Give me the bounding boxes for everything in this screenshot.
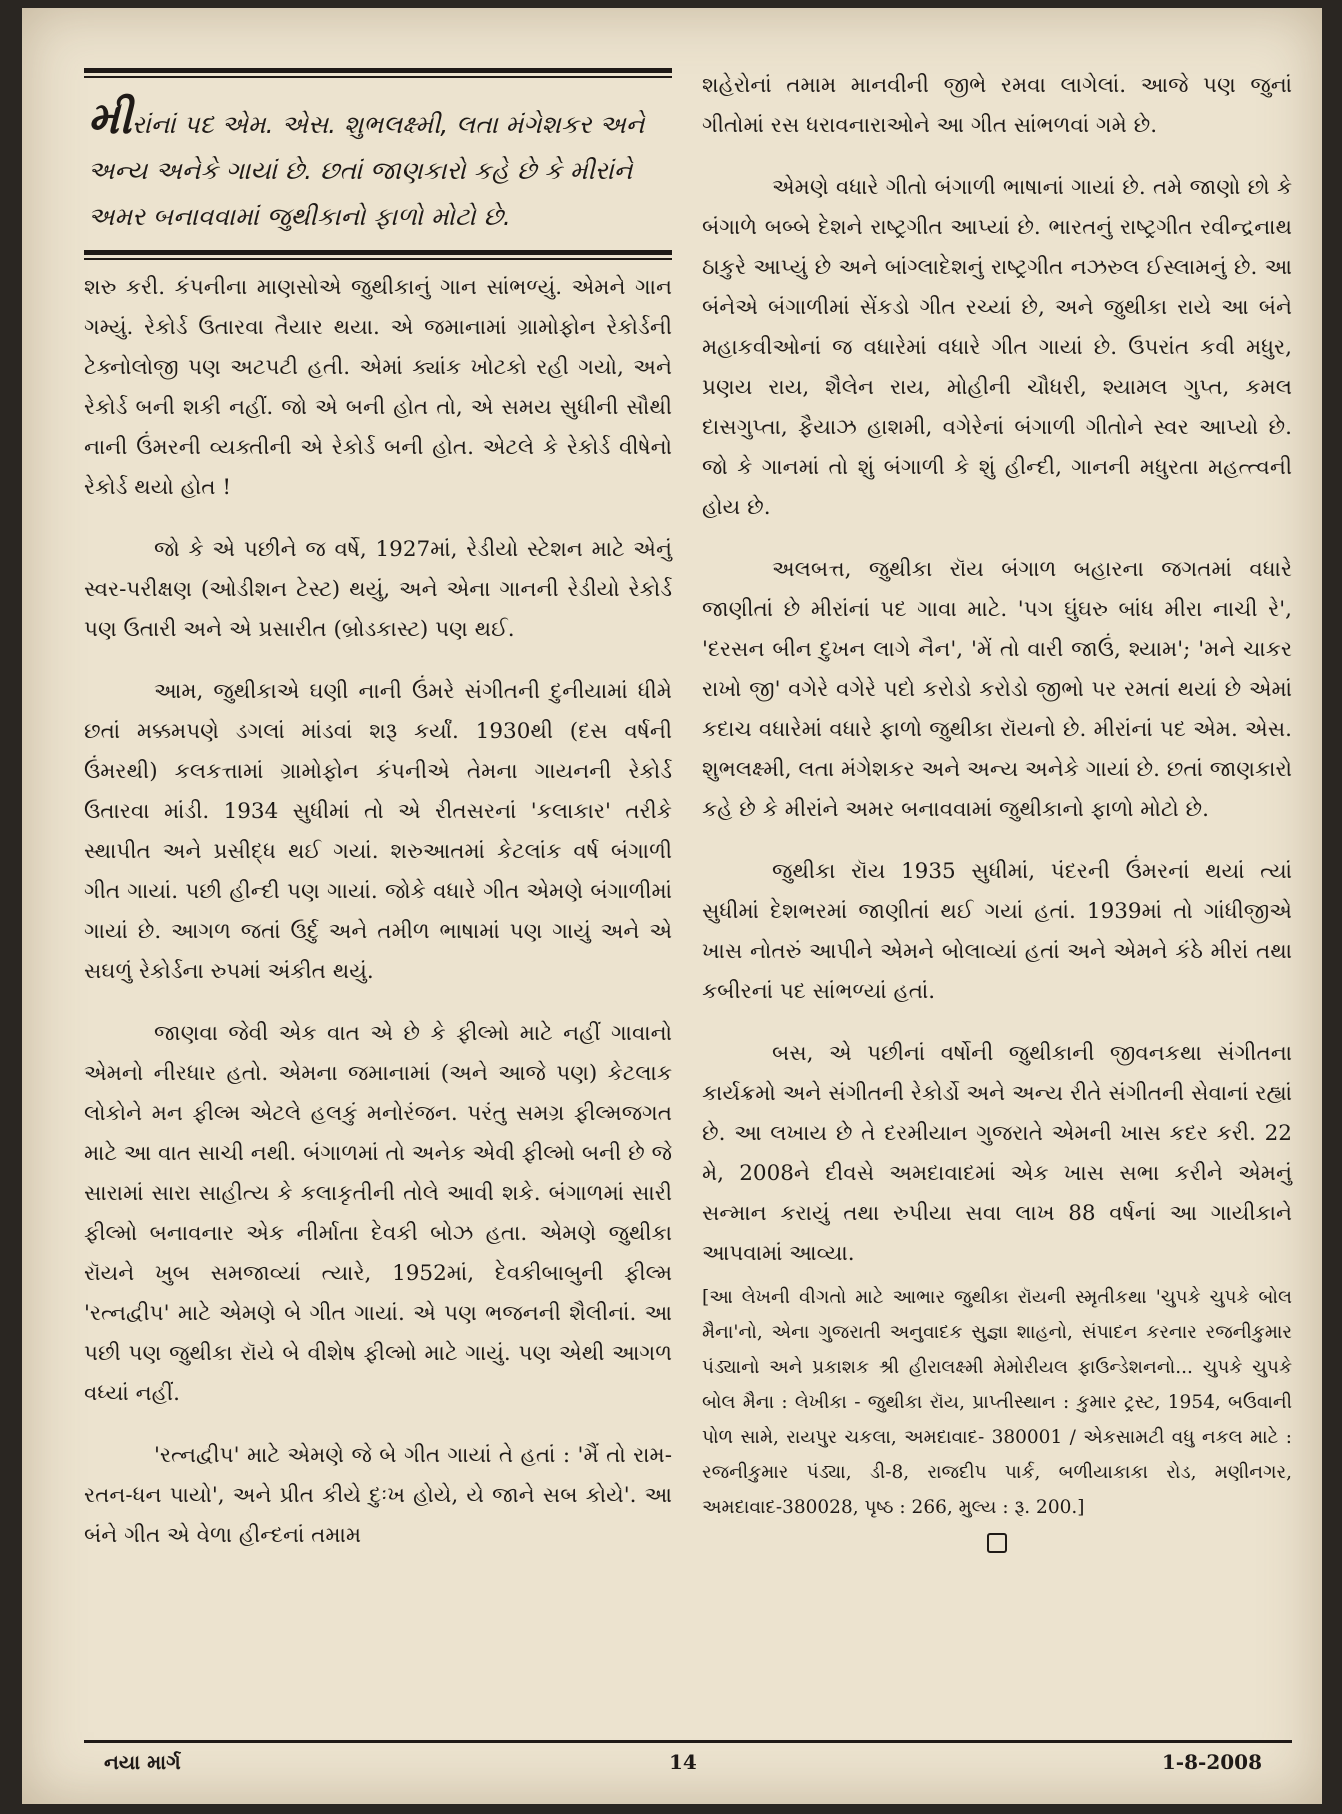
paragraph: શરુ કરી. કંપનીના માણસોએ જુથીકાનું ગાન સાંભળ્યું. એમને ગાન ગમ્યું. રેકોર્ડ ઉતારવા તૈયાર થયા. એ જમાનામાં ગ્રામોફોન રેકોર્ડની ટેક્નોલોજી પણ અટપટી હતી. એમાં ક્યાંક ખોટકો રહી ગયો, અને રેકોર્ડ બની શકી નહીં. જો એ બની હોત તો, એ સમય સુધીની સૌથી નાની ઉંમરની વ્યક્તીની એ રેકોર્ડ બની હોત. એટલે કે રેકોર્ડ વીષેનો રેકોર્ડ થયો હોત ! <box>84 275 672 500</box>
page-footer <box>84 1750 1292 1780</box>
end-mark-icon <box>987 1533 1007 1553</box>
paragraph: શહેરોનાં તમામ માનવીની જીભે રમવા લાગેલાં. આજે પણ જુનાં ગીતોમાં રસ ધરાવનારાઓને આ ગીત સાંભળવાં ગમે છે. <box>702 73 1292 138</box>
pull-quote-text: રાંનાં પદ એમ. એસ. શુભલક્ષ્મી, લતા મંગેશકર અને અન્ય અનેકે ગાયાં છે. છતાં જાણકારો કહે છે કે મીરાંને અમર બનાવવામાં જુથીકાનો ફાળો મોટો છે. <box>88 110 645 231</box>
paragraph: જુથીકા રૉય 1935 સુધીમાં, પંદરની ઉંમરનાં થયાં ત્યાં સુધીમાં દેશભરમાં જાણીતાં થઈ ગયાં હતાં. 1939માં તો ગાંધીજીએ ખાસ નોતરું આપીને એમને બોલાવ્યાં હતાં અને એમને કંઠે મીરાં તથા કબીરનાં પદ સાંભળ્યાં હતાં. <box>702 859 1292 1004</box>
page-number: 14 <box>669 1750 697 1774</box>
pullquote-bottom-rules <box>84 250 672 260</box>
left-column <box>84 68 672 1556</box>
paragraph: આમ, જુથીકાએ ઘણી નાની ઉંમરે સંગીતની દુનીયામાં ધીમે છતાં મક્કમપણે ડગલાં માંડવાં શરૂ કર્યાં. 1930થી (દસ વર્ષની ઉંમરથી) કલકત્તામાં ગ્રામોફોન કંપનીએ તેમના ગાયનની રેકોર્ડ ઉતારવા માંડી. 1934 સુધીમાં તો એ રીતસરનાં 'કલાકાર' તરીકે સ્થાપીત અને પ્રસીદ્ધ થઈ ગયાં. શરુઆતમાં કેટલાંક વર્ષ બંગાળી ગીત ગાયાં. પછી હીન્દી પણ ગાયાં. જોકે વધારે ગીત એમણે બંગાળીમાં ગાયાં છે. આગળ જતાં ઉર્દુ અને તમીળ ભાષામાં પણ ગાયું અને એ સઘળું રેકોર્ડના રુપમાં અંકીત થયું. <box>84 679 672 984</box>
paragraph: જો કે એ પછીને જ વર્ષે, 1927માં, રેડીયો સ્ટેશન માટે એનું સ્વર-પરીક્ષણ (ઓડીશન ટેસ્ટ) થયું, અને એના ગાનની રેડીયો રેકોર્ડ પણ ઉતારી અને એ પ્રસારીત (બ્રોડકાસ્ટ) પણ થઈ. <box>84 537 672 642</box>
pull-quote-dropcap: મી <box>88 93 132 144</box>
issue-date: 1-8-2008 <box>1161 1750 1262 1774</box>
paragraph: જાણવા જેવી એક વાત એ છે કે ફીલ્મો માટે નહીં ગાવાનો એમનો નીરધાર હતો. એમના જમાનામાં (અને આજે પણ) કેટલાક લોકોને મન ફીલ્મ એટલે હલકું મનોરંજન. પરંતુ સમગ્ર ફીલ્મજગત માટે આ વાત સાચી નથી. બંગાળમાં તો અનેક એવી ફીલ્મો બની છે જે સારામાં સારા સાહીત્ય કે કલાકૃતીની તોલે આવી શકે. બંગાળમાં સારી ફીલ્મો બનાવનાર એક નીર્માતા દેવકી બોઝ હતા. એમણે જુથીકા રૉયને ખુબ સમજાવ્યાં ત્યારે, 1952માં, દેવકીબાબુની ફીલ્મ 'રત્નદ્વીપ' માટે એમણે બે ગીત ગાયાં. એ પણ ભજનની શૈલીનાં. આ પછી પણ જુથીકા રૉયે બે વીશેષ ફીલ્મો માટે ગાયું. પણ એથી આગળ વધ્યાં નહીં. <box>84 1021 672 1406</box>
paragraph: 'રત્નદ્વીપ' માટે એમણે જે બે ગીત ગાયાં તે હતાં : 'મૈં તો રામ-રતન-ધન પાયો', અને પ્રીત કીયે દુઃખ હોયે, યે જાને સબ કોયે'. આ બંને ગીત એ વેળા હીન્દનાં તમામ <box>84 1443 672 1548</box>
magazine-page <box>22 8 1322 1804</box>
pull-quote <box>84 92 672 250</box>
right-column <box>702 66 1292 1553</box>
paragraph: અલબત્ત, જુથીકા રૉય બંગાળ બહારના જગતમાં વધારે જાણીતાં છે મીરાંનાં પદ ગાવા માટે. 'પગ ઘુંઘરુ બાંધ મીરા નાચી રે', 'દરસન બીન દુખન લાગે નૈન', 'મેં તો વારી જાઉં, શ્યામ'; 'મને ચાકર રાખો જી' વગેરે વગેરે પદો કરોડો કરોડો જીભો પર રમતાં થયાં છે એમાં કદાચ વધારેમાં વધારે ફાળો જુથીકા રૉયનો છે. મીરાંનાં પદ એમ. એસ. શુભલક્ષ્મી, લતા મંગેશકર અને અન્ય અનેકે ગાયાં છે. છતાં જાણકારો કહે છે કે મીરાંને અમર બનાવવામાં જુથીકાનો ફાળો મોટો છે. <box>702 557 1292 822</box>
pullquote-top-rules <box>84 68 672 78</box>
paragraph: એમણે વધારે ગીતો બંગાળી ભાષાનાં ગાયાં છે. તમે જાણો છો કે બંગાળે બબ્બે દેશને રાષ્ટ્રગીત આપ્યાં છે. ભારતનું રાષ્ટ્રગીત રવીન્દ્રનાથ ઠાકુરે આપ્યું છે અને બાંગ્લાદેશનું રાષ્ટ્રગીત નઝરુલ ઈસ્લામનું છે. આ બંનેએ બંગાળીમાં સેંકડો ગીત રચ્યાં છે, અને જુથીકા રાયે આ બંને મહાકવીઓનાં જ વધારેમાં વધારે ગીત ગાયાં છે. ઉપરાંત કવી મધુર, પ્રણય રાય, શૈલેન રાય, મોહીની ચૌધરી, શ્યામલ ગુપ્ત, કમલ દાસગુપ્તા, ફૈયાઝ હાશમી, વગેરેનાં બંગાળી ગીતોને સ્વર આપ્યો છે. જો કે ગાનમાં તો શું બંગાળી કે શું હીન્દી, ગાનની મધુરતા મહત્ત્વની હોય છે. <box>702 175 1292 520</box>
footer-rule <box>84 1740 1292 1743</box>
paragraph: બસ, એ પછીનાં વર્ષોની જુથીકાની જીવનકથા સંગીતના કાર્યક્રમો અને સંગીતની રેકોર્ડો અને અન્ય રીતે સંગીતની સેવાનાં રહ્યાં છે. આ લખાય છે તે દરમીયાન ગુજરાતે એમની ખાસ કદર કરી. 22 મે, 2008ને દીવસે અમદાવાદમાં એક ખાસ સભા કરીને એમનું સન્માન કરાયું તથા રુપીયા સવા લાખ 88 વર્ષનાં આ ગાયીકાને આપવામાં આવ્યા. <box>702 1041 1292 1266</box>
magazine-name: નયા માર્ગ <box>104 1750 181 1774</box>
acknowledgement-note: [આ લેખની વીગતો માટે આભાર જુથીકા રૉયની સ્મૃતીકથા 'ચુપકે ચુપકે બોલ મૈના'નો, એના ગુજરાતી અનુવાદક સુજ્ઞા શાહનો, સંપાદન કરનાર રજનીકુમાર પંડ્યાનો અને પ્રકાશક શ્રી હીરાલક્ષ્મી મેમોરીયલ ફાઉન્ડેશનનો... ચુપકે ચુપકે બોલ મૈના : લેખીકા - જુથીકા રૉય, પ્રાપ્તીસ્થાન : કુમાર ટ્રસ્ટ, 1954, બઉવાની પોળ સામે, રાયપુર ચકલા, અમદાવાદ- 380001 / એકસામટી વધુ નકલ માટે : રજનીકુમાર પંડ્યા, ડી-8, રાજદીપ પાર્ક, બળીયાકાકા રોડ, મણીનગર, અમદાવાદ-380028, પૃષ્ઠ : 266, મુલ્ય : રૂ. 200.] <box>702 1287 1292 1518</box>
